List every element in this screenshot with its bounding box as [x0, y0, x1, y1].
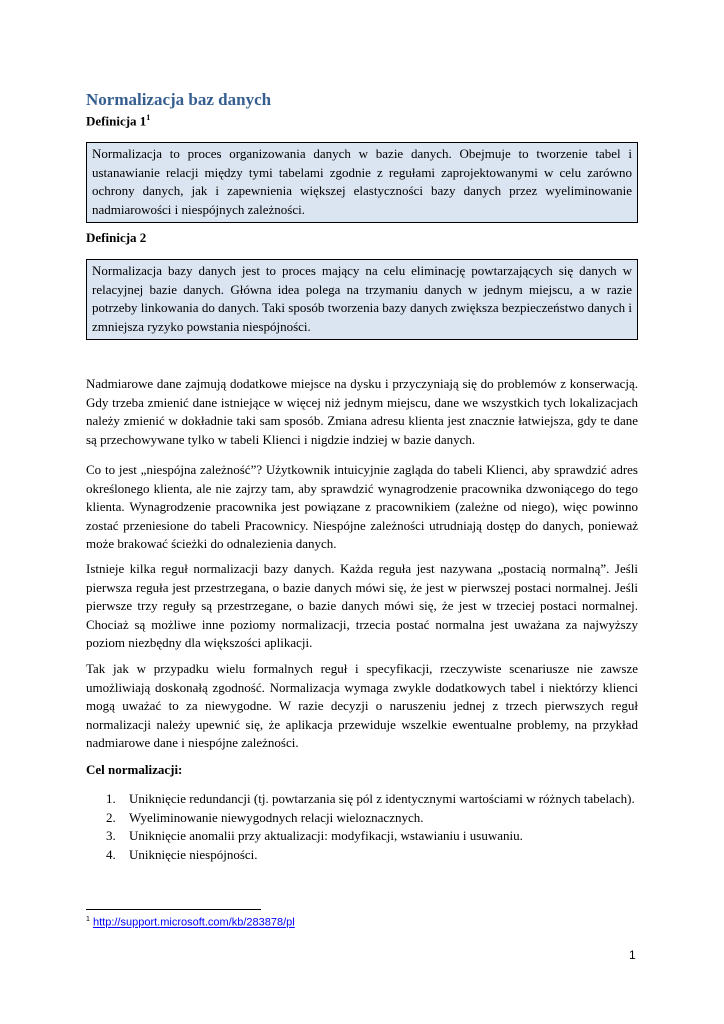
goals-list: [106, 790, 638, 864]
footnote-reference[interactable]: 1: [146, 113, 151, 122]
paragraph-normal-forms: Istnieje kilka reguł normalizacji bazy danych. Każda reguła jest nazywana „postacią normalną”. Jeśli pierwsza reguła jest przestrzegana, o bazie danych mówi się, że jest w pierwszej postaci normalnej. Jeśli pierwsze trzy reguły są przestrzegane, o bazie danych mówi się, że jest w trzeciej postaci normalnej. Chociaż są możliwe inne poziomy normalizacji, trzecia postać normalna jest uważana za najwyższy poziom niezbędny dla większości aplikacji.: [86, 561, 638, 650]
list-item-number: 4.: [106, 846, 116, 862]
page-number: 1: [629, 948, 636, 962]
list-item-number: 3.: [106, 828, 116, 843]
list-item: [106, 846, 638, 865]
list-item-number: 2.: [106, 809, 116, 825]
footnote: [86, 916, 295, 929]
page-title: Normalizacja baz danych: [86, 90, 272, 109]
goals-heading: Cel normalizacji:: [86, 762, 183, 777]
paragraph-inconsistent-dependency: Co to jest „niespójna zależność”? Użytkownik intuicyjnie zagląda do tabeli Klienci, aby sprawdzić adres określonego klienta, ale nie zajrzy tam, aby sprawdzić wynagrodzenie pracownika dzwoniącego do tego klienta. Wynagrodzenie pracownika jest powiązane z pracownikiem (zależne od niego), więc powinno zostać przeniesione do tabeli Pracownicy. Niespójne zależności utrudniają dostęp do danych, ponieważ może brakować ścieżki do odnalezienia danych.: [86, 462, 638, 551]
list-item-text: Wyeliminowanie niewygodnych relacji wieloznacznych.: [129, 809, 424, 825]
list-item: [106, 827, 638, 846]
definition-1-box: Normalizacja to proces organizowania danych w bazie danych. Obejmuje to tworzenie tabel i ustanawianie relacji między tymi tabelami zgodnie z regułami zaprojektowanymi w celu zarówno ochrony danych, jak i zapewnienia większej elastyczności bazy danych przez wyeliminowanie nadmiarowości i niespójnych zależności.: [86, 142, 638, 223]
list-item-number: 1.: [106, 791, 116, 806]
definition-2-box: Normalizacja bazy danych jest to proces mający na celu eliminację powtarzających się danych w relacyjnej bazie danych. Główna idea polega na trzymaniu danych w jednym miejscu, a w razie potrzeby linkowania do danych. Taki sposób tworzenia bazy danych zwiększa bezpieczeństwo danych i zmniejsza ryzyko powstania niespójności.: [86, 259, 638, 340]
paragraph-redundancy: Nadmiarowe dane zajmują dodatkowe miejsce na dysku i przyczyniają się do problemów z konserwacją. Gdy trzeba zmienić dane istniejące w więcej niż jednym miejscu, dane we wszystkich tych lokalizacjach należy zmienić w dokładnie taki sam sposób. Zmiana adresu klienta jest znacznie łatwiejsza, gdy te dane są przechowywane tylko w tabeli Klienci i nigdzie indziej w bazie danych.: [86, 376, 638, 447]
list-item: [106, 809, 638, 828]
paragraph-real-world: Tak jak w przypadku wielu formalnych reguł i specyfikacji, rzeczywiste scenariusze nie zawsze umożliwiają doskonałą zgodność. Normalizacja wymaga zwykle dodatkowych tabel i niektórzy klienci mogą uważać to za niewygodne. W razie decyzji o naruszeniu jednej z trzech pierwszych reguł normalizacji należy upewnić się, że aplikacja przewiduje wszelkie ewentualne problemy, na przykład nadmiarowe dane i niespójne zależności.: [86, 661, 638, 750]
definition-1-heading: [86, 113, 150, 129]
footnote-separator: [86, 909, 261, 910]
footnote-number: 1: [86, 916, 90, 923]
list-item: [106, 790, 638, 809]
list-item-text: Uniknięcie anomalii przy aktualizacji: modyfikacji, wstawianiu i usuwaniu.: [129, 828, 523, 843]
footnote-link[interactable]: http://support.microsoft.com/kb/283878/pl: [92, 916, 295, 929]
definition-2-heading: Definicja 2: [86, 230, 147, 245]
definition-1-heading-text: Definicja 1: [86, 113, 147, 129]
list-item-text: Uniknięcie redundancji (tj. powtarzania się pól z identycznymi wartościami w różnych tabelach).: [129, 791, 635, 806]
list-item-text: Uniknięcie niespójności.: [129, 846, 258, 862]
